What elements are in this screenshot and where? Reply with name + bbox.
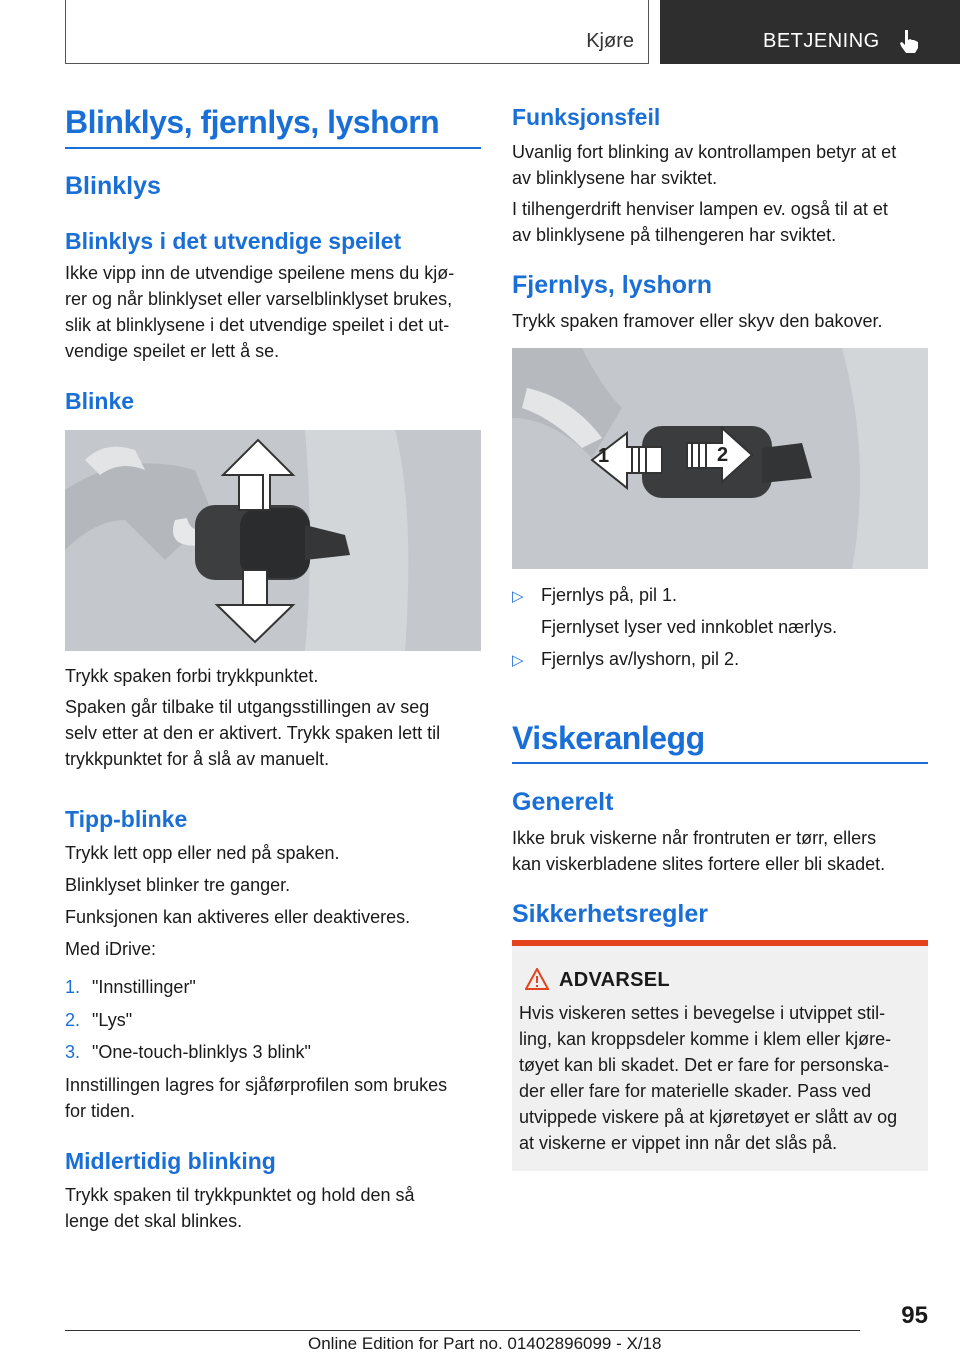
paragraph-tipp-4: Med iDrive:: [65, 939, 157, 959]
paragraph-funk-2: I tilhengerdrift henviser lampen ev. også til at et av blinklysene på tilhengeren har sviktet.: [512, 199, 888, 245]
heading-blinklys: Blinklys: [65, 172, 161, 200]
paragraph-generelt: Ikke bruk viskerne når frontruten er tørr, ellers kan viskerbladene slites fortere eller bli skadet.: [512, 828, 886, 874]
bullet-text: Fjernlys av/lyshorn, pil 2.: [541, 649, 740, 669]
heading-fjernlys: Fjernlys, lyshorn: [512, 271, 713, 299]
step-number: 3.: [65, 1042, 81, 1062]
paragraph-fjernlys: Trykk spaken framover eller skyv den bakover.: [512, 311, 883, 331]
paragraph-midlertidig: Trykk spaken til trykkpunktet og hold den så lenge det skal blinkes.: [65, 1185, 415, 1231]
arrow-label-1: 1: [598, 445, 610, 467]
paragraph-tipp-3: Funksjonen kan aktiveres eller deaktiveres.: [65, 907, 411, 927]
warning-triangle-icon: [525, 968, 549, 990]
triangle-bullet-icon: ▷: [512, 588, 524, 605]
step-number: 1.: [65, 977, 81, 997]
paragraph-tipp-1: Trykk lett opp eller ned på spaken.: [65, 843, 340, 863]
heading-midlertidig: Midlertidig blinking: [65, 1148, 276, 1174]
header-section-label: Kjøre: [586, 30, 634, 52]
paragraph-tipp-2: Blinklyset blinker tre ganger.: [65, 875, 291, 895]
page-number: 95: [901, 1302, 928, 1329]
arrow-label-2: 2: [717, 444, 729, 466]
header-section-box: [65, 0, 649, 64]
warning-text: Hvis viskeren settes i bevegelse i utvippet stil- ling, kan kroppsdeler komme i klem eller kjøre- tøyet kan bli skadet. Det er fare for personska- der eller fare for materielle skader. Pass ved utvippede viskere på at kjøretøyet er slått av og at viskerne er vippet inn når det slås på.: [519, 1003, 898, 1153]
title-rule: [65, 147, 481, 149]
step-number: 2.: [65, 1010, 81, 1030]
paragraph-speilet: Ikke vipp inn de utvendige speilene mens du kjø- rer og når blinklyset eller varselblinklyset brukes, slik at blinklysene i det utvendige speilet i det ut- vendige speilet er lett å se.: [65, 263, 455, 361]
header-chapter-box: [660, 0, 960, 64]
heading-funksjonsfeil: Funksjonsfeil: [512, 104, 661, 130]
fjernlys-stalk-image: [512, 348, 928, 569]
paragraph-tipp-5: Innstillingen lagres for sjåførprofilen som brukes for tiden.: [65, 1075, 448, 1121]
warning-bar: [512, 940, 928, 946]
paragraph-funk-1: Uvanlig fort blinking av kontrollampen betyr at et av blinklysene har sviktet.: [512, 142, 897, 188]
paragraph-blinke-1: Trykk spaken forbi trykkpunktet.: [65, 666, 319, 686]
heading-generelt: Generelt: [512, 788, 614, 816]
triangle-bullet-icon: ▷: [512, 652, 524, 669]
heading-tipp-blinke: Tipp-blinke: [65, 806, 188, 832]
footer-edition: Online Edition for Part no. 01402896099 - X/18: [308, 1334, 662, 1353]
bullet-text: Fjernlys på, pil 1.: [541, 585, 678, 605]
section-title-viskeranlegg: Viskeranlegg: [512, 720, 705, 756]
paragraph-blinke-2: Spaken går tilbake til utgangsstillingen av seg selv etter at den er aktivert. Trykk spaken lett til trykkpunktet for å slå av manuelt.: [65, 697, 441, 769]
heading-sikkerhetsregler: Sikkerhetsregler: [512, 900, 708, 928]
blinklys-stalk-image: [65, 430, 481, 651]
section-rule: [512, 762, 928, 764]
header-chapter-label: BETJENING: [763, 30, 880, 52]
step-text: "Lys": [92, 1010, 133, 1030]
footer-rule: [65, 1330, 860, 1331]
step-text: "One-touch-blinklys 3 blink": [92, 1042, 311, 1062]
page-title: Blinklys, fjernlys, lyshorn: [65, 104, 440, 140]
step-text: "Innstillinger": [92, 977, 196, 997]
bullet-subtext: Fjernlyset lyser ved innkoblet nærlys.: [541, 617, 838, 637]
heading-blinke: Blinke: [65, 388, 135, 414]
warning-box: [512, 940, 928, 1171]
hand-pointer-icon: [898, 28, 920, 54]
footer-watermark: Seite 95 | Online Edition for Part no. 01402896099 - X/18 | carmanualsonline.info: [0, 1350, 287, 1359]
heading-blinklys-speilet: Blinklys i det utvendige speilet: [65, 228, 402, 254]
warning-title: ADVARSEL: [559, 969, 670, 991]
